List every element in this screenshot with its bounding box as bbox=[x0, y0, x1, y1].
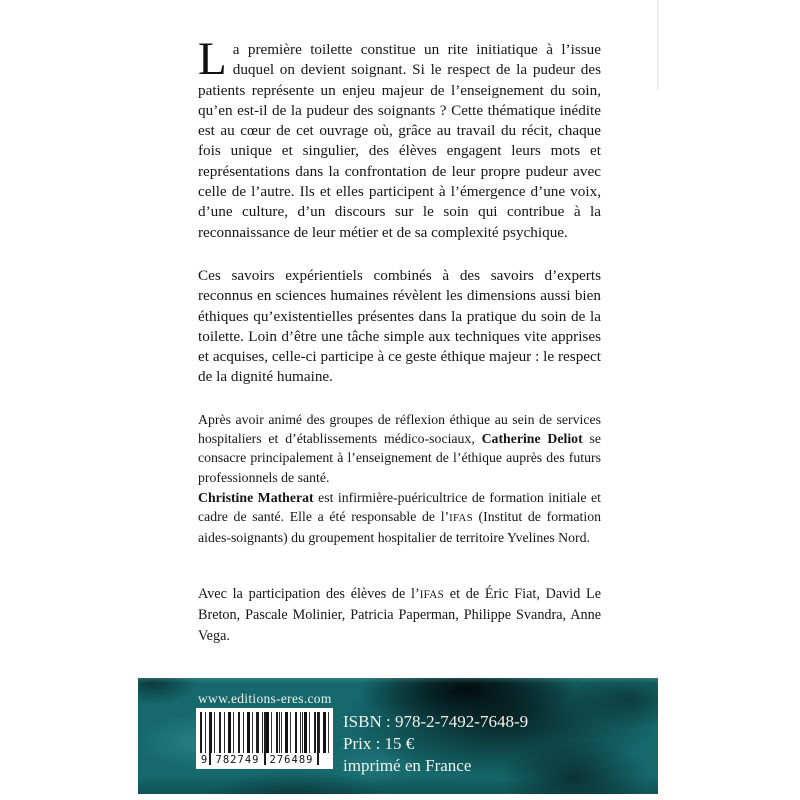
author-bio-matherat bbox=[198, 488, 601, 548]
price-line: Prix : 15 € bbox=[343, 734, 415, 753]
publisher-website: www.editions-eres.com bbox=[198, 691, 332, 706]
photo-edge-artifact bbox=[657, 0, 659, 90]
second-paragraph: Ces savoirs expérientiels combinés à des savoirs d’experts reconnus en sciences humaines révèlent les dimensions aussi bien éthiques qu’existentielles présentes dans la pratique du soin de la toilette. Loin d’être une tâche simple aux techniques vite apprises et acquises, celle-ci participe à ce geste éthique majeur : le respect de la dignité humaine. bbox=[198, 267, 601, 386]
dropcap-letter: L bbox=[198, 33, 227, 85]
barcode-digit-prefix: 9 bbox=[200, 754, 208, 766]
barcode-guard-right bbox=[317, 712, 319, 765]
bio2-text-mid2: (Institut de formation aides-soignants) du groupement hospitalier de territoire Yvelines Nord. bbox=[198, 509, 602, 546]
isbn-line: ISBN : 978-2-7492-7648-9 bbox=[343, 712, 529, 731]
barcode bbox=[196, 708, 333, 769]
participation-text-before: Avec la participation des élèves de l’ bbox=[198, 586, 420, 602]
ifas-acronym: IFAS bbox=[449, 512, 473, 525]
author-bio-deliot bbox=[198, 410, 601, 487]
footer-teal-band bbox=[138, 678, 658, 794]
participation-text-after: et de Éric Fiat, David Le Breton, Pascale Molinier, Patricia Paperman, Philippe Svandra, Anne Vega. bbox=[198, 586, 601, 644]
author-name-christine-matherat: Christine Matherat bbox=[198, 490, 314, 505]
bio1-text-before: Après avoir animé des groupes de réflexion éthique au sein de services hospitaliers et d’établissements médico-sociaux, bbox=[198, 412, 601, 447]
barcode-digits-group1: 782749 bbox=[213, 754, 262, 766]
bio1-text-after: se consacre principalement à l’enseignement de l’éthique auprès des futurs professionnels de santé. bbox=[198, 431, 601, 485]
barcode-guard-left bbox=[209, 712, 211, 765]
barcode-guard-center bbox=[264, 712, 266, 765]
printed-in-line: imprimé en France bbox=[343, 756, 472, 775]
intro-paragraph-text: a première toilette constitue un rite initiatique à l’issue duquel on devient soignant. Si le respect de la pudeur des patients représente un enjeu majeur de l’enseignement du soin, qu’en est-il de la pudeur des soignants ? Cette thématique inédite est au cœur de cet ouvrage où, grâce au travail du récit, chaque fois unique et singulier, des élèves engagent leurs mots et représentations dans la confrontation de leur propre pudeur avec celle de l’autre. Ils et elles participent à l’émergence d’une voix, d’une culture, d’un discours sur le soin qui contribue à la reconnaissance de leur métier et de sa complexité psychique. bbox=[198, 41, 601, 241]
imprint-block bbox=[343, 711, 528, 777]
barcode-digits-group2: 276489 bbox=[269, 754, 314, 766]
intro-paragraph bbox=[198, 33, 601, 243]
participation-paragraph bbox=[198, 584, 601, 646]
author-name-catherine-deliot: Catherine Deliot bbox=[481, 431, 583, 447]
ifas-acronym: IFAS bbox=[419, 589, 445, 601]
bio2-text-mid1: est infirmière-puéricultrice de formation initiale et cadre de santé. Elle a été responsable de l’ bbox=[198, 490, 601, 525]
